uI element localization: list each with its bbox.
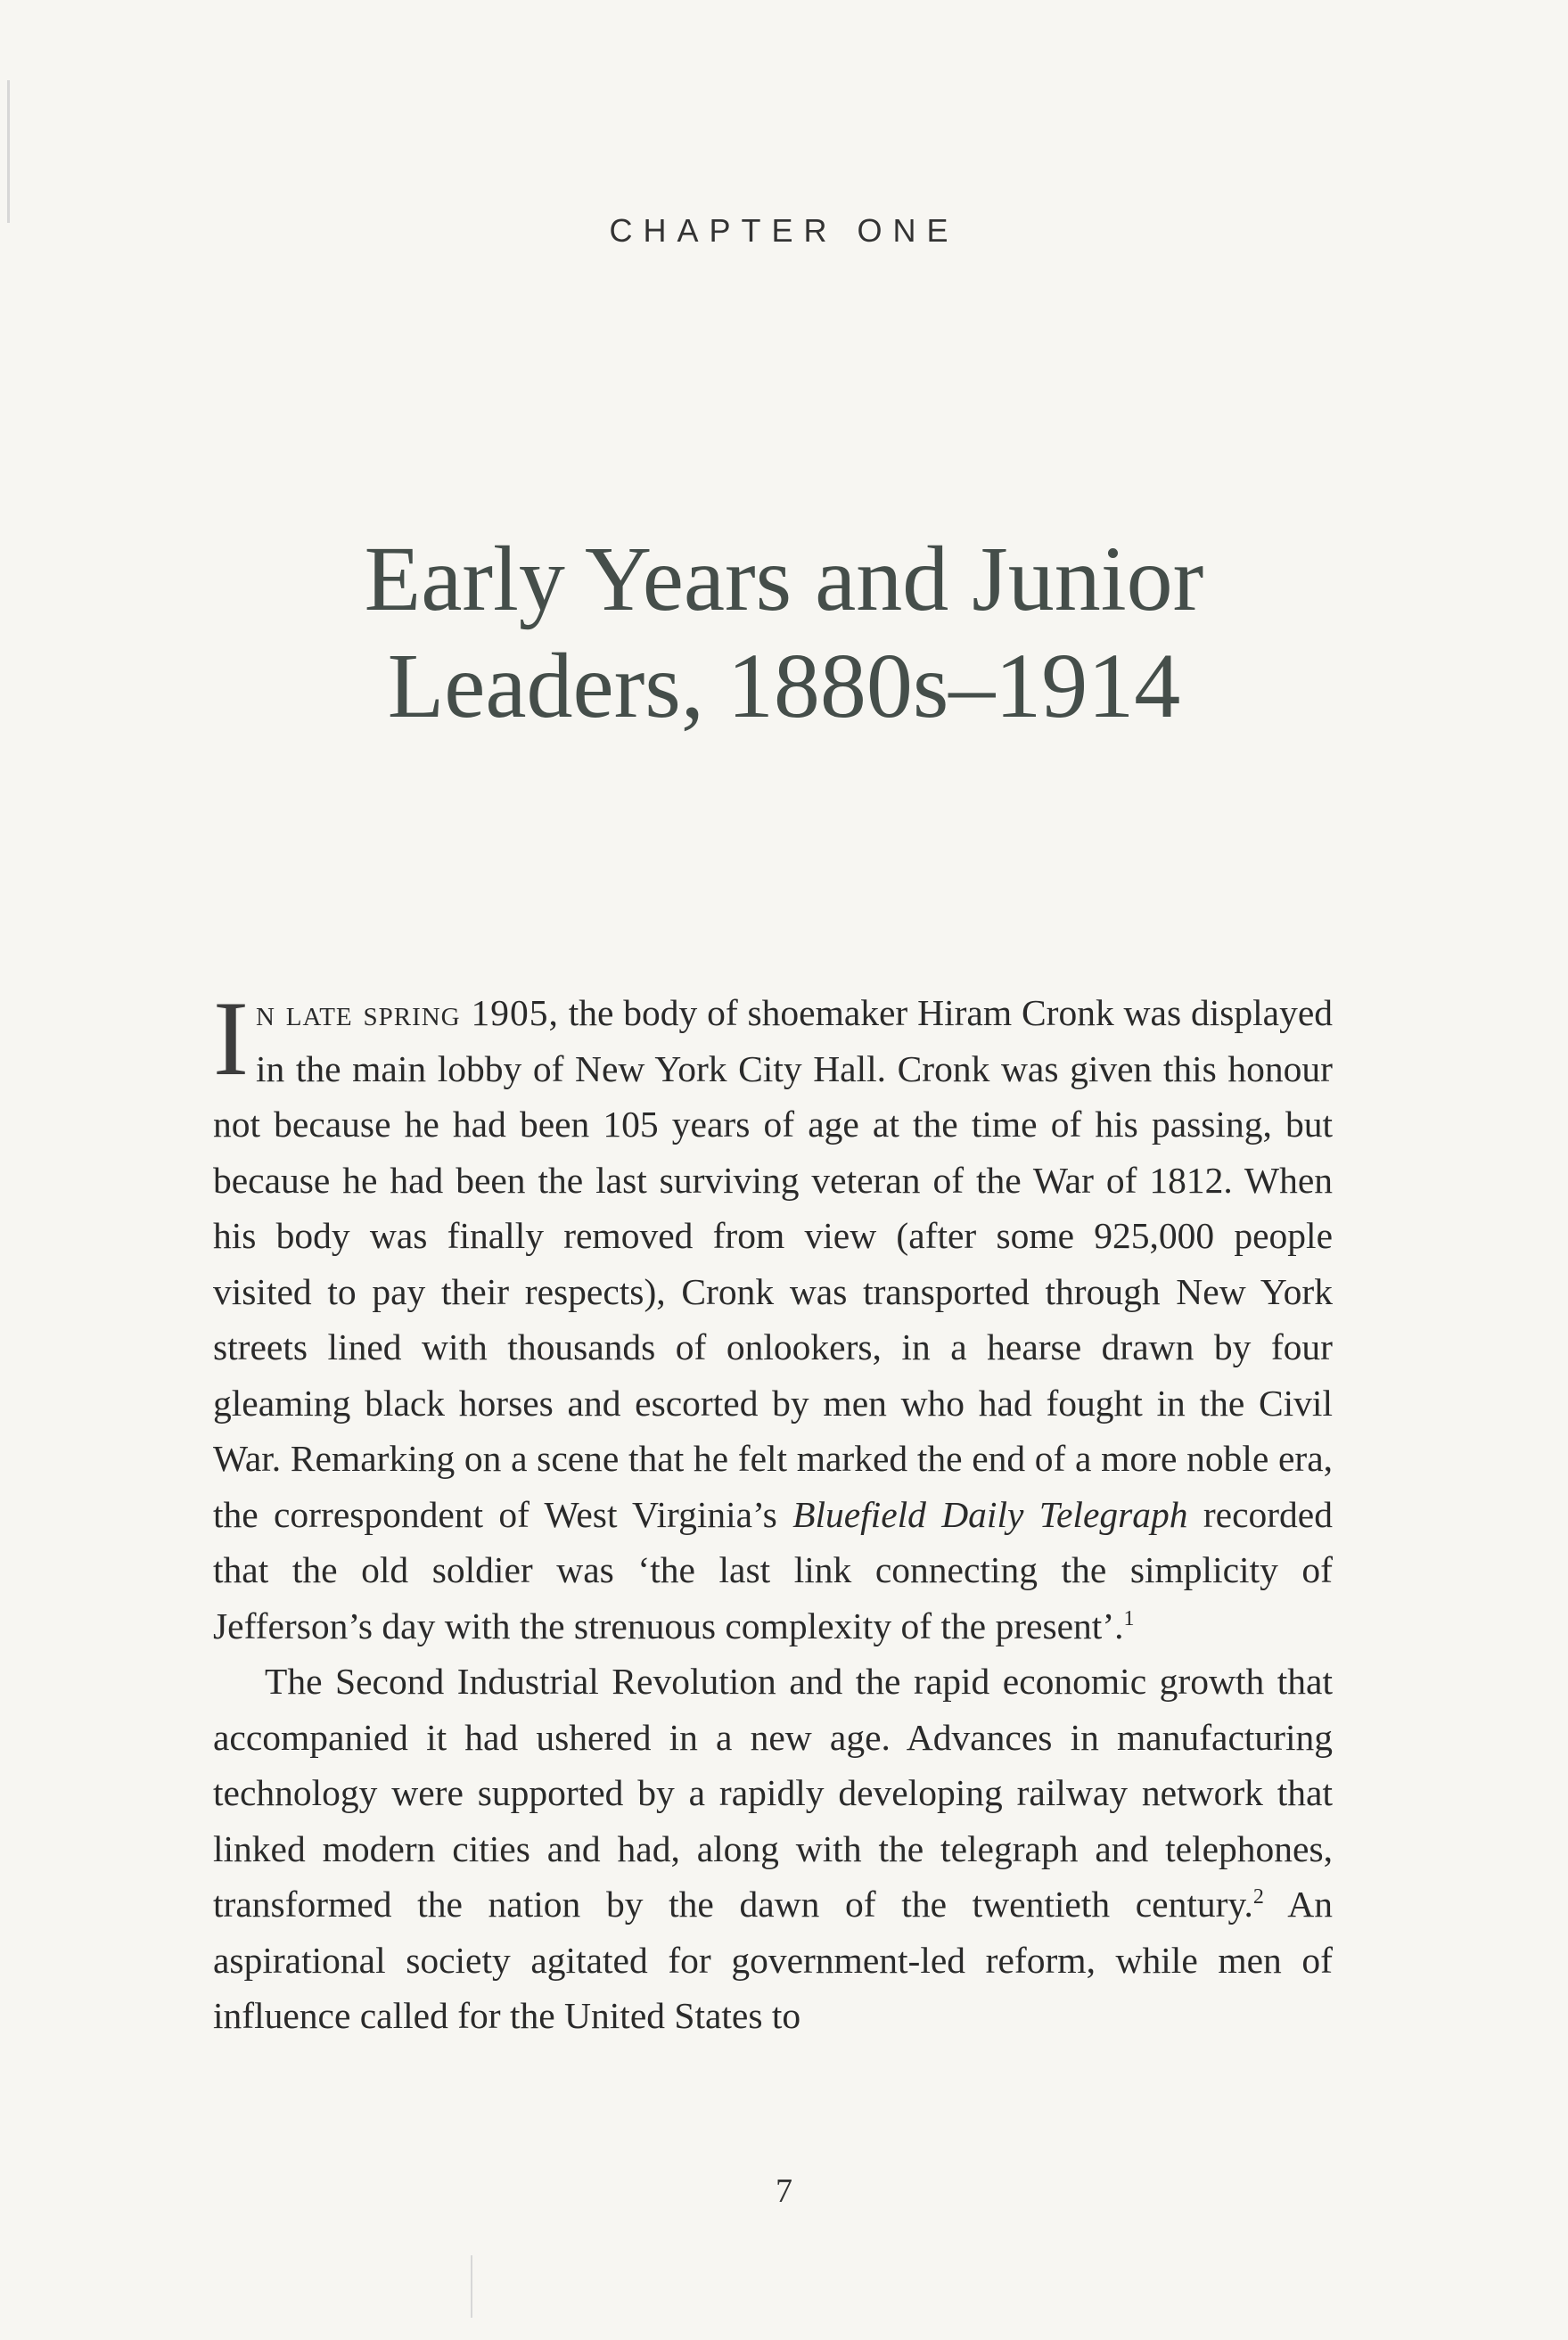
chapter-title-line-2: Leaders, 1880s–1914 — [387, 634, 1181, 737]
chapter-title — [0, 526, 1568, 740]
paragraph-2-text-b: An aspirational society agitated for government-led reform, while men of influence called for the United States to — [213, 1884, 1333, 2036]
paragraph-2-text-a: The Second Industrial Revolution and the rapid economic growth that accompanied it had ushered in a new age. Advances in manufacturing technology were supported by a rapidly developing railway network that linked modern cities and had, along with the telegraph and telephones, transformed the nation by the dawn of the twentieth century. — [213, 1661, 1333, 1925]
body-text — [213, 979, 1333, 2044]
page-number: 7 — [776, 2172, 792, 2210]
paragraph-1 — [213, 979, 1333, 1654]
chapter-title-line-1: Early Years and Junior — [364, 527, 1204, 630]
drop-cap: I — [213, 979, 249, 1097]
scan-mark — [471, 2255, 472, 2318]
opening-small-caps: n late spring 1905, — [255, 992, 559, 1033]
footnote-marker-1: 1 — [1123, 1606, 1135, 1630]
paragraph-1-text-a: the body of shoemaker Hiram Cronk was displayed in the main lobby of New York City Hall. Cronk was given this honour not because he had been 105 years of age at the time of his passing, but because he had been the last surviving veteran of the War of 1812. When his body was finally removed from view (after some 925,000 people visited to pay their respects), Cronk was transported through New York streets lined with thousands of onlookers, in a hearse drawn by four gleaming black horses and escorted by men who had fought in the Civil War. Remarking on a scene that he felt marked the end of a more noble era, the correspondent of West Virginia’s — [213, 992, 1333, 1535]
newspaper-title: Bluefield Daily Telegraph — [792, 1493, 1188, 1535]
paragraph-2 — [213, 1654, 1333, 2044]
paragraph-1-text-b: recorded that the old soldier was ‘the last link connecting the simplicity of Jefferson’s day with the strenuous complexity of the present’. — [213, 1493, 1333, 1646]
chapter-label: CHAPTER ONE — [609, 212, 959, 249]
scan-mark — [7, 80, 10, 223]
footnote-marker-2: 2 — [1252, 1885, 1264, 1909]
